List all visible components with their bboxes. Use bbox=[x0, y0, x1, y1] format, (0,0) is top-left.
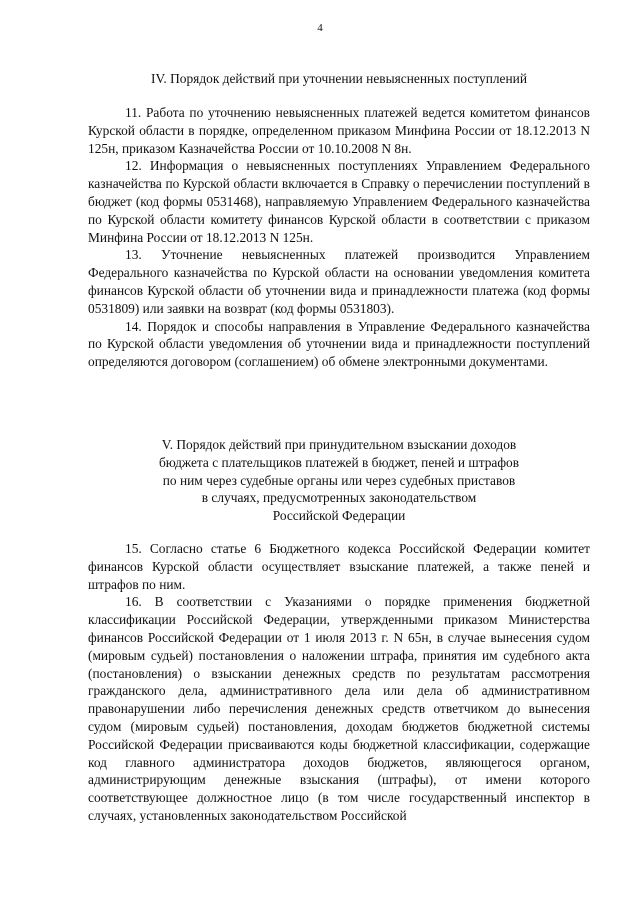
paragraph-11: 11. Работа по уточнению невыясненных платежей ведется комитетом финансов Курской области в порядке, определенном приказом Минфина России от 18.12.2013 N 125н, приказом Казначейства России от 10.10.2008 N 8н. bbox=[88, 105, 590, 156]
paragraph-14: 14. Порядок и способы направления в Управление Федерального казначейства по Курской области уведомления об уточнении вида и принадлежности поступлений определяются договором (соглашением) об обмене электронными документами. bbox=[88, 318, 590, 370]
section-4-heading: IV. Порядок действий при уточнении невыясненных поступлений bbox=[151, 71, 527, 86]
section-5-heading-line: Российской Федерации bbox=[272, 508, 406, 524]
section-5-body bbox=[88, 540, 590, 825]
section-5-heading-line: V. Порядок действий при принудительном взыскании доходов bbox=[161, 437, 517, 452]
section-4-body bbox=[88, 104, 590, 371]
paragraph-15: 15. Согласно статье 6 Бюджетного кодекса Российской Федерации комитет финансов Курской области осуществляет взыскание платежей, а также пеней и штрафов по ним. bbox=[88, 541, 590, 592]
section-5-heading bbox=[88, 436, 590, 525]
section-5-heading-line: в случаях, предусмотренных законодательством bbox=[201, 490, 477, 506]
page-number: 4 bbox=[317, 22, 323, 34]
section-5-heading-line: бюджета с плательщиков платежей в бюджет, пеней и штрафов bbox=[158, 454, 520, 470]
paragraph-12: 12. Информация о невыясненных поступлениях Управлением Федерального казначейства по Курской области включается в Справку о перечислении поступлений в бюджет (код формы 0531468), направляемую Управлением Федерального казначейства по Курской области комитету финансов Курской области в соответствии с приказом Минфина России от 18.12.2013 N 125н. bbox=[88, 158, 590, 245]
paragraph-13: 13. Уточнение невыясненных платежей производится Управлением Федерального казначейства по Курской области на основании уведомления комитета финансов Курской области об уточнении вида и принадлежности платежа (код формы 0531809) или заявки на возврат (код формы 0531803). bbox=[88, 247, 590, 316]
paragraph-16: 16. В соответствии с Указаниями о порядке применения бюджетной классификации Российской Федерации, утвержденными приказом Министерства финансов Российской Федерации от 1 июля 2013 г. N 65н, в случае вынесения судом (мировым судьей) постановления о наложении штрафа, принятия им судебного акта (постановления) о взыскании денежных средств по результатам рассмотрения гражданского дела, административного дела или дела об административном правонарушении либо перечисления денежных средств ответчиком до вынесения судом (мировым судьей) постановления, доходам бюджетов бюджетной системы Российской Федерации присваиваются коды бюджетной классификации, содержащие код главного администратора доходов бюджетов, являющегося органом, администрирующим денежные взыскания (штрафы), от имени которого соответствующее должностное лицо (в том числе государственный инспектор в случаях, установленных законодательством Российской bbox=[88, 594, 590, 823]
section-5-heading-line: по ним через судебные органы или через судебных приставов bbox=[162, 472, 516, 488]
